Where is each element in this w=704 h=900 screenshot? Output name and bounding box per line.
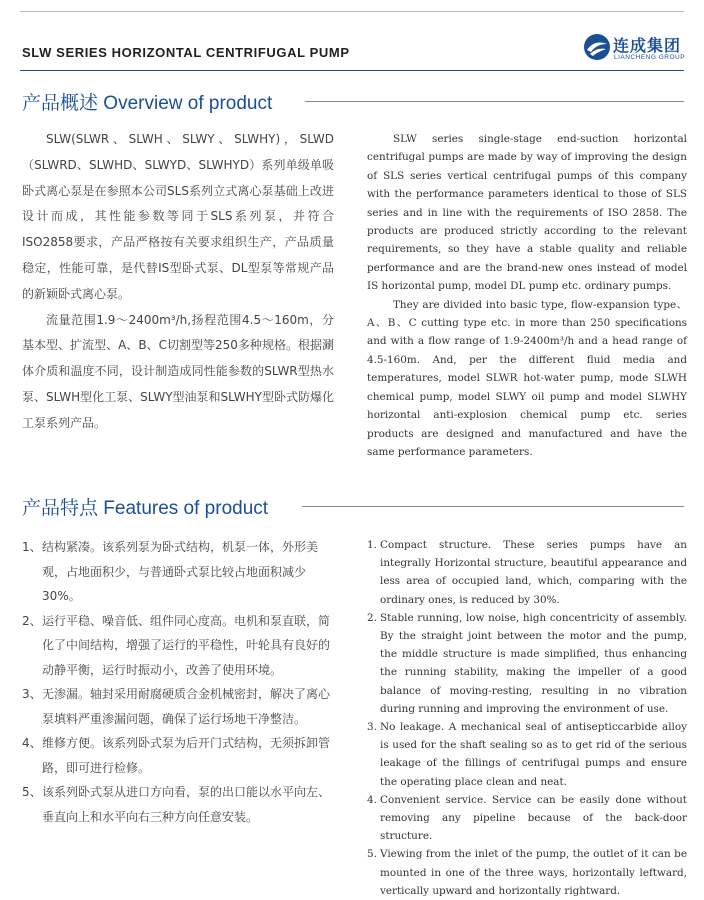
list-item-text: 无渗漏。轴封采用耐腐硬质合金机械密封，解决了离心泵填料严重渗漏问题，确保了运行场地干净整洁。 [42,687,331,726]
list-item [367,718,687,791]
overview-cn-paragraph: 流量范围1.9～2400m³/h,扬程范围4.5～160m，分基本型、扩流型、A、B、C切割型等250多种规格。根据涮体介质和温度不同，设计制造成同性能参数的SLWR型热水泵、SLWH型化工泵、SLWY型油泵和SLWHY型卧式防爆化工泵系列产品。 [22,312,334,430]
top-divider [20,11,684,12]
overview-section-title [22,88,272,115]
list-item-number: 2. [367,611,377,624]
logo-english-name: LIANCHENG GROUP [614,54,686,61]
list-item-text: Convenient service. Service can be easily done without removing any pipeline because of the back-door structure. [380,793,687,843]
list-item [22,780,336,829]
overview-en-paragraph: They are divided into basic type, flow-expansion type、A、B、C cutting type etc. in more than 250 specifications and with a flow range of 1.9-2400m³/h and a head range of 4.5-160m. And, per the different fluid media and temperatures, model SLWR hot-water pump, mode SLWH chemical pump, model SLWY oil pump and model SLWHY horizontal anti-explosion chemical pump etc. series products are designed and manufactured and have the same performance parameters. [367,298,687,458]
overview-title-en: Overview of product [103,93,273,114]
liancheng-logo-icon [583,33,611,61]
header-rule [20,70,684,71]
list-item-number: 1. [367,539,377,551]
features-title-rule [302,506,684,507]
list-item-text: 结构紧凑。该系列泵为卧式结构，机泵一体，外形美观，占地面积少，与普通卧式泵比较占地面积减少30%。 [42,540,319,603]
document-header-title: SLW SERIES HORIZONTAL CENTRIFUGAL PUMP [22,45,350,60]
features-title-cn: 产品特点 [22,497,99,519]
features-chinese-list [22,535,336,829]
list-item-text: 运行平稳、噪音低、组件同心度高。电机和泵直联，简化了中间结构，增强了运行的平稳性，叶轮具有良好的动静平衡，运行时振动小，改善了使用环境。 [42,613,331,677]
list-item-text: No leakage. A mechanical seal of antisepticcarbide alloy is used for the shaft sealing so as to get rid of the serious leakage of the fillings of centrifugal pumps and ensure the operating place clean and neat. [380,721,687,788]
list-item [22,535,336,609]
overview-cn-paragraph: SLW(SLWR、SLWH、SLWY、SLWHY)，SLWD（SLWRD、SLWHD、SLWYD、SLWHYD）系列单级单吸卧式离心泵是在参照本公司SLS系列立式离心泵基础上改进设计而成，其性能参数等同于SLS系列泵，并符合ISO2858要求，产品严格按有关要求组织生产，产品质量稳定，性能可靠，是代替IS型卧式泵、DL型泵等常规产品的新颖卧式离心泵。 [22,132,334,301]
features-section-title [22,493,268,520]
list-item-number: 5、 [22,785,42,799]
company-logo [583,33,688,65]
list-item [367,609,687,718]
list-item-number: 1、 [22,540,42,554]
list-item [367,791,687,846]
overview-title-rule [305,101,684,102]
list-item-number: 3、 [22,687,42,701]
list-item-number: 2、 [22,613,42,628]
overview-english-text [367,130,687,461]
overview-title-cn: 产品概述 [22,92,99,114]
list-item [22,682,336,731]
list-item-text: 该系列卧式泵从进口方向看，泵的出口能以水平向左、垂直向上和水平向右三种方向任意安装。 [42,785,331,824]
list-item [22,731,336,780]
list-item [367,536,687,609]
list-item-text: Viewing from the inlet of the pump, the outlet of it can be mounted in one of the three ways, horizontally leftward, vertically upward and horizontally rightward. [380,848,687,897]
features-title-en: Features of product [103,498,269,519]
features-english-list [367,536,687,900]
list-item [22,609,336,683]
list-item-text: Compact structure. These series pumps have an integrally Horizontal structure, beautiful appearance and less area of occupied land, which, comparing with the ordinary ones, is reduced by 30%. [380,539,687,606]
logo-chinese-name: 连成集团 [613,36,682,55]
top-bar [0,0,704,12]
list-item-number: 4、 [22,736,42,750]
list-item-number: 3. [367,721,377,734]
list-item-number: 4. [367,793,377,806]
list-item [367,845,687,900]
overview-chinese-text [22,127,334,437]
overview-en-paragraph: SLW series single-stage end-suction horizontal centrifugal pumps are made by way of improving the design of SLS series vertical centrifugal pumps of this company with the performance parameters identical to those of SLS series and in line with the requirements of ISO 2858. The products are produced strictly according to the relevant requirements, so they have a stable quality and reliable performance and are the brand-new ones instead of model IS horizontal pump, model DL pump etc. ordinary pumps. [367,133,687,293]
list-item-text: 维修方便。该系列卧式泵为后开门式结构，无须拆卸管路，即可进行检修。 [42,736,331,775]
list-item-text: Stable running, low noise, high concentricity of assembly. By the straight joint between the motor and the pump, the middle structure is made simplified, thus enhancing the running stability, making the impeller of a good balance of moving-resting, resulting in no vibration during running and improving the environment of use. [380,611,687,715]
list-item-number: 5. [367,848,377,861]
